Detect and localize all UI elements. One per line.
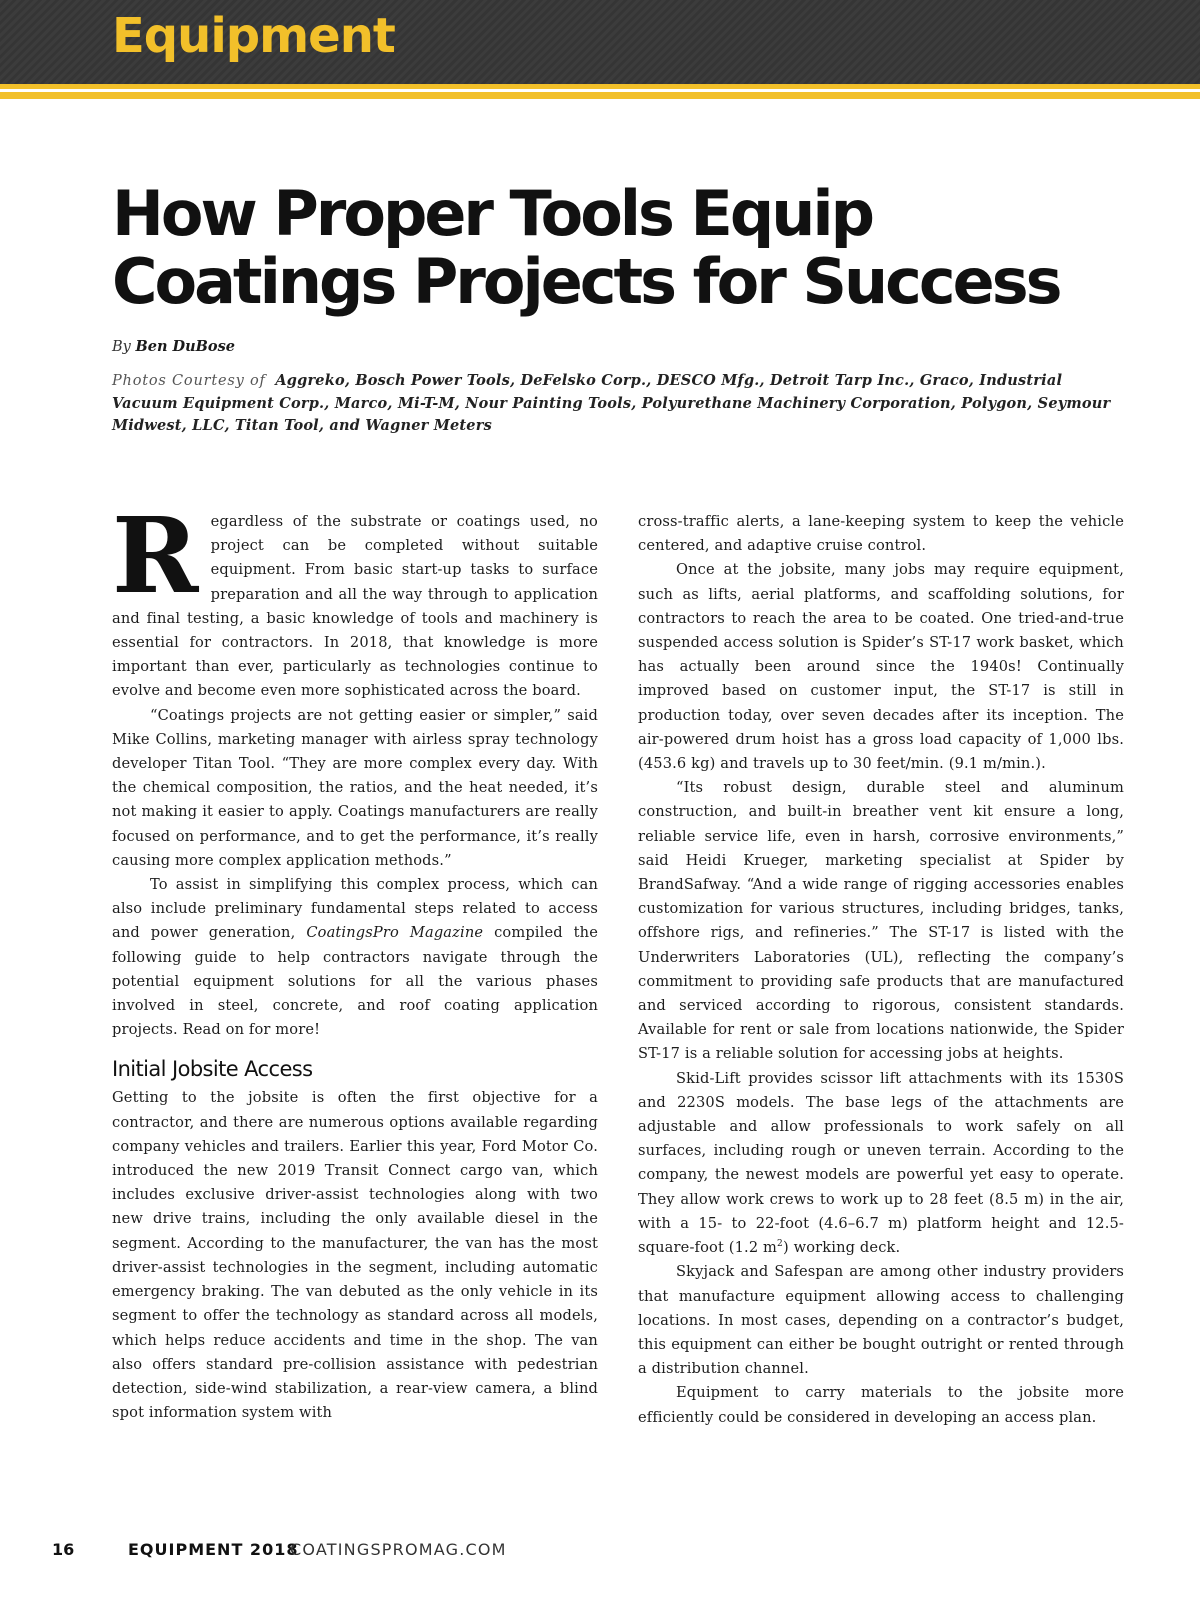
paragraph-text: ) working deck. <box>782 1239 901 1257</box>
magazine-name: CoatingsPro Magazine <box>306 924 484 942</box>
section-subhead: Initial Jobsite Access <box>112 1057 313 1082</box>
byline-prefix: By <box>112 339 131 355</box>
right-column <box>638 510 1124 1430</box>
left-column <box>112 494 598 1425</box>
photo-credits <box>112 370 1132 438</box>
paragraph-text: To assist in simplifying this complex process, which can also include preliminary fundamental steps related to access and power generation, <box>112 876 598 942</box>
paragraph: cross-traffic alerts, a lane-keeping system to keep the vehicle centered, and adaptive cruise control. <box>638 513 1124 555</box>
paragraph <box>638 1067 1124 1261</box>
article-headline: How Proper Tools Equip Coatings Projects for Success <box>112 177 1060 318</box>
superscript: 2 <box>777 1239 783 1250</box>
accent-stripe-bottom <box>0 92 1200 99</box>
paragraph <box>112 873 598 1042</box>
section-title: Equipment <box>112 8 395 64</box>
paragraph-text: compiled the following guide to help contractors navigate through the potential equipment solutions for all the various phases involved in steel, concrete, and roof coating application projects. Read on for more! <box>112 924 598 1039</box>
footer-website: COATINGSPROMAG.COM <box>290 1540 507 1559</box>
byline <box>112 338 235 355</box>
paragraph <box>112 494 598 704</box>
footer-section-label: EQUIPMENT 2018 <box>128 1540 299 1559</box>
photo-credits-list: Aggreko, Bosch Power Tools, DeFelsko Corp., DESCO Mfg., Detroit Tarp Inc., Graco, Industrial Vacuum Equipment Corp., Marco, Mi-T-M, Nour Painting Tools, Polyurethane Machinery Corporation, Polygon, Seymour Midwest, LLC, Titan Tool, and Wagner Meters <box>112 372 1111 434</box>
drop-cap: R <box>112 494 199 617</box>
paragraph: Getting to the jobsite is often the first objective for a contractor, and there are numerous options available regarding company vehicles and trailers. Earlier this year, Ford Motor Co. introduced the new 2019 Transit Connect cargo van, which includes exclusive driver-assist technologies along with two new drive trains, including the only available diesel in the segment. According to the manufacturer, the van has the most driver-assist technologies in the segment, including automatic emergency braking. The van debuted as the only vehicle in its segment to offer the technology as standard across all models, which helps reduce accidents and time in the shop. The van also offers standard pre-collision assistance with pedestrian detection, side-wind stabilization, a rear-view camera, a blind spot information system with <box>112 1089 598 1422</box>
section-banner <box>0 0 1200 84</box>
paragraph: “Coatings projects are not getting easier or simpler,” said Mike Collins, marketing manager with airless spray technology developer Titan Tool. “They are more complex every day. With the chemical composition, the ratios, and the heat needed, it’s not making it easier to apply. Coatings manufacturers are really focused on performance, and to get the performance, it’s really causing more complex application methods.” <box>112 706 598 869</box>
paragraph-text: egardless of the substrate or coatings used, no project can be completed without suitable equipment. From basic start-up tasks to surface preparation and all the way through to application and final testing, a basic knowledge of tools and machinery is essential for contractors. In 2018, that knowledge is more important than ever, particularly as technologies continue to evolve and become even more sophisticated across the board. <box>112 513 598 700</box>
photo-credits-label: Photos Courtesy of <box>112 373 266 389</box>
author-name: Ben DuBose <box>135 338 235 355</box>
paragraph: Skyjack and Safespan are among other industry providers that manufacture equipment allowing access to challenging locations. In most cases, depending on a contractor’s budget, this equipment can either be bought outright or rented through a distribution channel. <box>638 1263 1124 1378</box>
page-number: 16 <box>52 1540 75 1559</box>
paragraph-text: Skid-Lift provides scissor lift attachments with its 1530S and 2230S models. The base legs of the attachments are adjustable and allow professionals to work safely on all surfaces, including rough or uneven terrain. According to the company, the newest models are powerful yet easy to operate. They allow work crews to work up to 28 feet (8.5 m) in the air, with a 15- to 22-foot (4.6–6.7 m) platform height and 12.5-square-foot (1.2 m <box>638 1069 1124 1257</box>
paragraph: Once at the jobsite, many jobs may require equipment, such as lifts, aerial platforms, and scaffolding solutions, for contractors to reach the area to be coated. One tried-and-true suspended access solution is Spider’s ST-17 work basket, which has actually been around since the 1940s! Continually improved based on customer input, the ST-17 is still in production today, over seven decades after its inception. The air-powered drum hoist has a gross load capacity of 1,000 lbs. (453.6 kg) and travels up to 30 feet/min. (9.1 m/min.). <box>638 561 1124 773</box>
paragraph: “Its robust design, durable steel and aluminum construction, and built-in breather vent kit ensure a long, reliable service life, even in harsh, corrosive environments,” said Heidi Krueger, marketing specialist at Spider by BrandSafway. “And a wide range of rigging accessories enables customization for various structures, including bridges, tanks, offshore rigs, and refineries.” The ST-17 is listed with the Underwriters Laboratories (UL), reflecting the company’s commitment to providing safe products that are manufactured and serviced according to rigorous, consistent standards. Available for rent or sale from locations nationwide, the Spider ST-17 is a reliable solution for accessing jobs at heights. <box>638 779 1124 1063</box>
paragraph: Equipment to carry materials to the jobsite more efficiently could be considered in developing an access plan. <box>638 1384 1124 1426</box>
